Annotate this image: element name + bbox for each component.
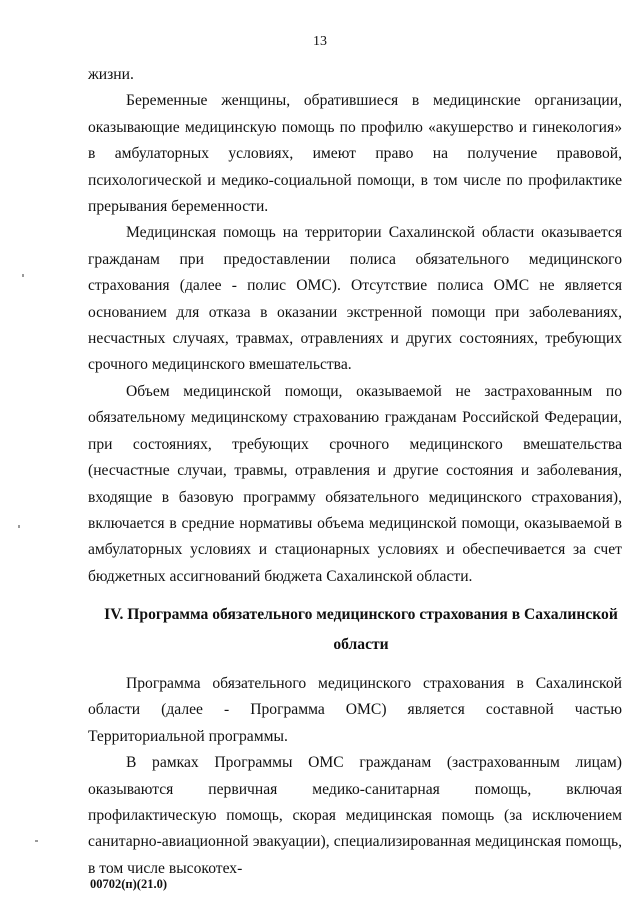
page-number: 13 <box>313 34 327 49</box>
paragraph-pregnant-women: Беременные женщины, обратившиеся в медицинские организации, оказывающие медицинскую помощь по профилю «акушерство и гинекология» в амбулаторных условиях, имеют право на получение правовой, психологической и медико-социальной помощи, в том числе по профилактике прерывания беременности. <box>88 92 622 216</box>
paragraph-oms-policy: Медицинская помощь на территории Сахалинской области оказывается гражданам при предоставлении полиса обязательного медицинского страхования (далее - полис ОМС). Отсутствие полиса ОМС не является основанием для отказа в оказании экстренной помощи при заболеваниях, несчастных случаях, травмах, отравлениях и других состояниях, требующих срочного медицинского вмешательства. <box>88 224 622 374</box>
paragraph-uninsured-volume: Объем медицинской помощи, оказываемой не застрахованным по обязательному медицинскому страхованию гражданам Российской Федерации, при состояниях, требующих срочного медицинского вмешательства (несчастные случаи, травмы, отравления и другие состояния и заболевания, входящие в базовую программу обязательного медицинского страхования), включается в средние нормативы объема медицинской помощи, оказываемой в амбулаторных условиях и стационарных условиях и обеспечивается за счет бюджетных ассигнований бюджета Сахалинской области. <box>88 382 622 585</box>
scan-mark <box>22 274 24 277</box>
paragraph-oms-program: Программа обязательного медицинского страхования в Сахалинской области (далее - Программа ОМС) является составной частью Территориальной программы. <box>88 675 622 745</box>
paragraph-continuation: жизни. <box>88 66 134 83</box>
paragraph-oms-scope: В рамках Программы ОМС гражданам (застрахованным лицам) оказываются первичная медико-санитарная помощь, включая профилактическую помощь, скорая медицинская помощь (за исключением санитарно-авиационной эвакуации), специализированная медицинская помощь, в том числе высокотех- <box>88 754 622 877</box>
section-heading: IV. Программа обязательного медицинского страхования в Сахалинской области <box>104 606 618 653</box>
document-code: 00702(п)(21.0) <box>90 877 167 891</box>
scan-mark <box>35 840 38 842</box>
scan-mark <box>18 525 20 528</box>
body-text <box>88 62 622 590</box>
section-body-text <box>88 671 622 882</box>
